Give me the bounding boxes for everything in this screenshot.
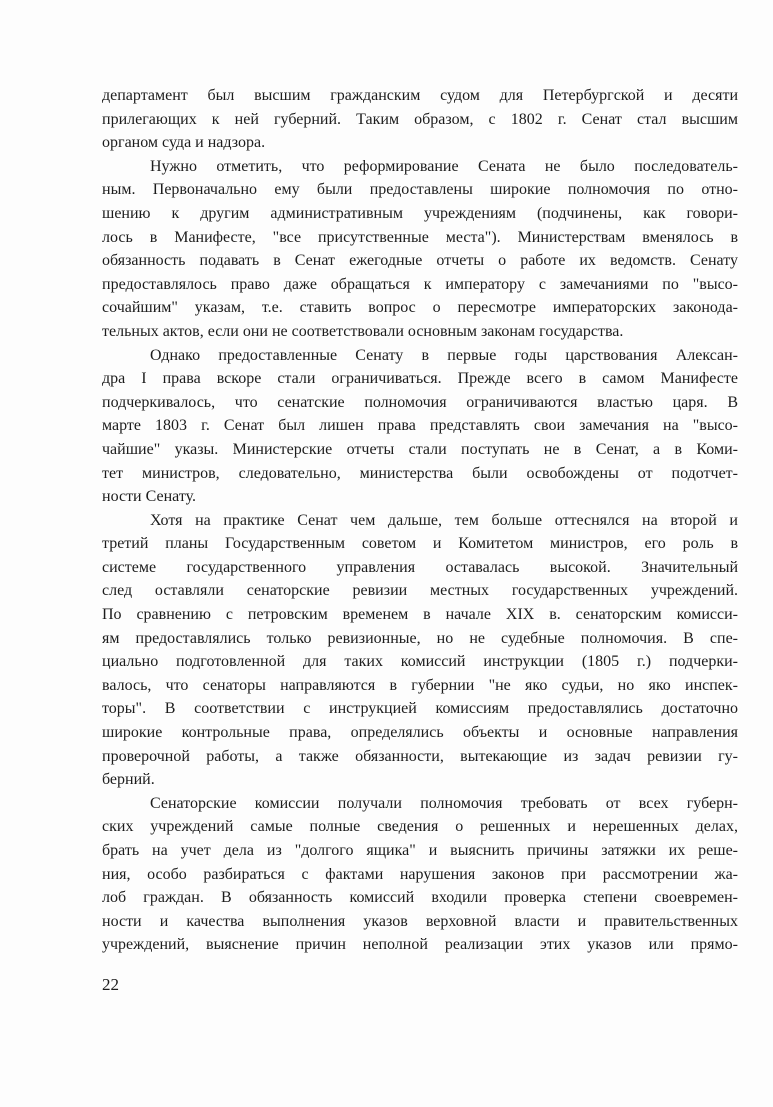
text-line: третий планы Государственным советом и Комитетом министров, его роль в	[102, 535, 738, 553]
text-line: ности и качества выполнения указов верховной власти и правительственных	[102, 912, 738, 930]
text-line: ям предоставлялись только ревизионные, но не судебные полномочия. В спе-	[102, 629, 738, 647]
text-line: учреждений, выяснение причин неполной реализации этих указов или прямо-	[102, 936, 738, 954]
text-line: департамент был высшим гражданским судом для Петербургской и десяти	[102, 87, 738, 104]
paragraph	[102, 344, 738, 509]
text-line: По сравнению с петровским временем в начале XIX в. сенаторским комисси-	[102, 606, 738, 624]
text-line: тет министров, следовательно, министерства были освобождены от подотчет-	[102, 464, 738, 482]
paragraph	[102, 509, 738, 792]
text-line: валось, что сенаторы направляются в губернии "не яко судьи, но яко инспек-	[102, 676, 738, 694]
text-line: берний.	[102, 771, 155, 789]
text-line: марте 1803 г. Сенат был лишен права представлять свои замечания на "высо-	[102, 417, 738, 435]
text-line: системе государственного управления оставалась высокой. Значительный	[102, 558, 738, 576]
text-line: чайшие" указы. Министерские отчеты стали поступать не в Сенат, а в Коми-	[102, 440, 738, 458]
text-line: подчеркивалось, что сенатские полномочия ограничиваются властью царя. В	[102, 393, 738, 411]
text-line: широкие контрольные права, определялись объекты и основные направления	[102, 724, 738, 742]
page-number: 22	[102, 975, 119, 994]
paragraph	[102, 155, 738, 344]
text-line: шению к другим административным учреждениям (подчинены, как говори-	[102, 204, 738, 222]
text-line: след оставляли сенаторские ревизии местных государственных учреждений.	[102, 582, 738, 600]
text-line: циально подготовленной для таких комиссий инструкции (1805 г.) подчерки-	[102, 653, 738, 671]
text-line: проверочной работы, а также обязанности, вытекающие из задач ревизии гу-	[102, 747, 738, 765]
text-line: ния, особо разбираться с фактами нарушения законов при рассмотрении жа-	[102, 865, 738, 883]
text-line: предоставлялось право даже обращаться к императору с замечаниями по "высо-	[102, 275, 738, 293]
text-line: органом суда и надзора.	[102, 134, 266, 152]
text-line: дра I права вскоре стали ограничиваться. Прежде всего в самом Манифесте	[102, 370, 738, 388]
body-text	[102, 84, 738, 957]
text-line: сочайшим" указам, т.е. ставить вопрос о пересмотре императорских законода-	[102, 299, 738, 317]
text-line: лоб граждан. В обязанность комиссий входили проверка степени своевремен-	[102, 889, 738, 907]
text-line: Нужно отметить, что реформирование Сената не было последователь-	[150, 157, 738, 175]
text-line: брать на учет дела из "долгого ящика" и выяснить причины затяжки их реше-	[102, 842, 738, 859]
text-line: ным. Первоначально ему были предоставлены широкие полномочия по отно-	[102, 181, 738, 199]
text-line: ских учреждений самые полные сведения о решенных и нерешенных делах,	[102, 818, 738, 836]
text-line: ности Сенату.	[102, 488, 197, 506]
paragraph	[102, 84, 738, 155]
paragraph	[102, 792, 738, 957]
text-line: Сенаторские комиссии получали полномочия требовать от всех губерн-	[150, 794, 738, 812]
text-line: лось в Манифесте, "все присутственные места"). Министерствам вменялось в	[102, 228, 738, 246]
text-line: Однако предоставленные Сенату в первые годы царствования Алексан-	[150, 346, 738, 364]
text-line: прилегающих к ней губерний. Таким образом, с 1802 г. Сенат стал высшим	[102, 110, 738, 128]
text-line: тельных актов, если они не соответствовали основным законам государства.	[102, 322, 624, 340]
text-line: обязанность подавать в Сенат ежегодные отчеты о работе их ведомств. Сенату	[102, 252, 738, 270]
text-line: Хотя на практике Сенат чем дальше, тем больше оттеснялся на второй и	[150, 511, 738, 529]
text-line: торы". В соответствии с инструкцией комиссиям предоставлялись достаточно	[102, 700, 738, 718]
